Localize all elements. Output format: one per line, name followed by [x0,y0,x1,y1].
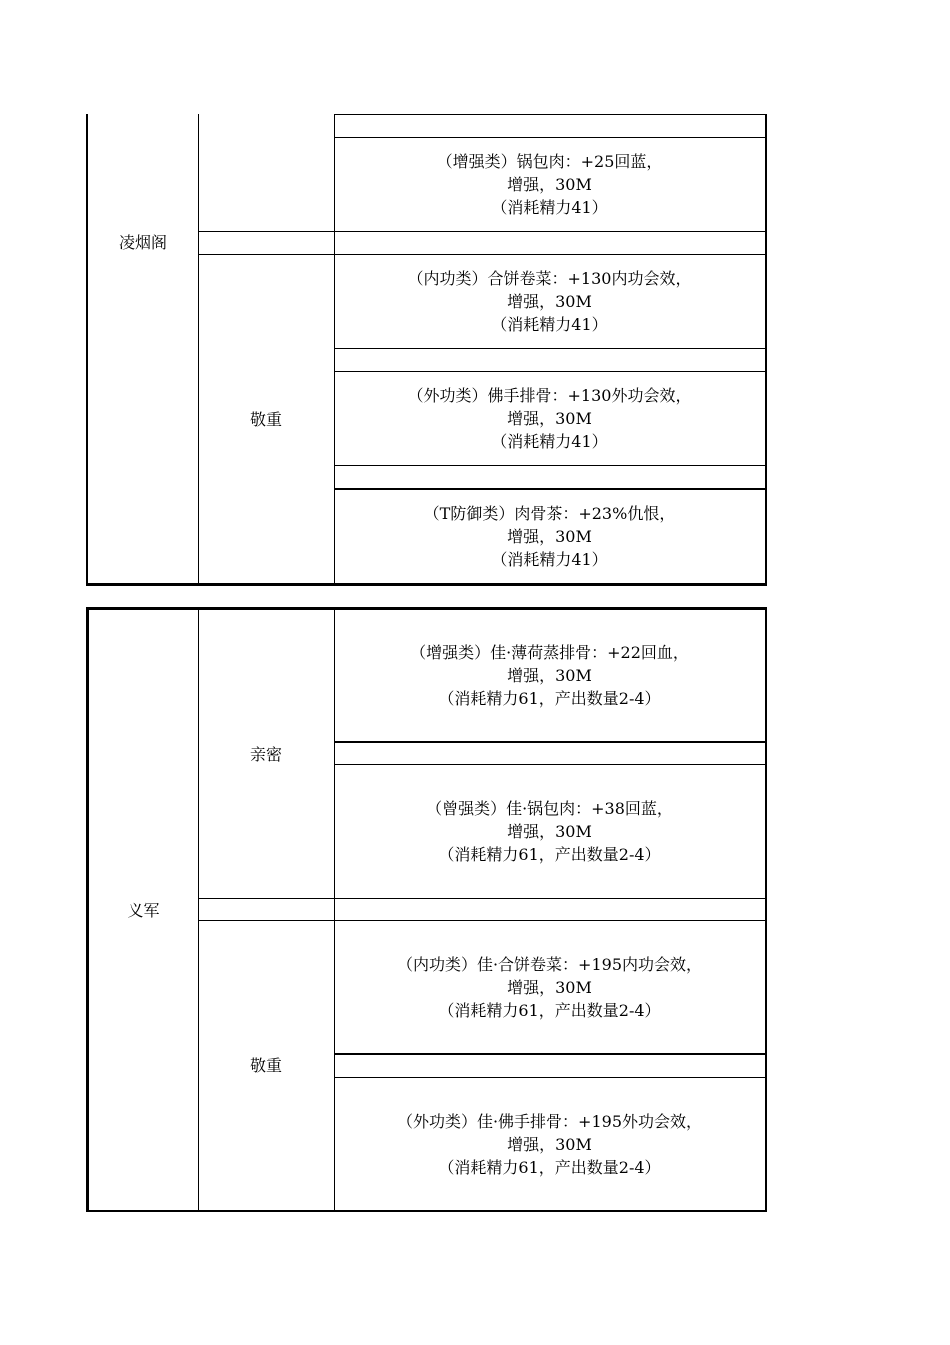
recipe-line: （消耗精力61，产出数量2-4） [438,845,661,864]
reputation-level: 敬重 [249,409,282,429]
recipe-line: （内功类）合饼卷菜：+130内功会效， [407,268,692,288]
reputation-level: 敬重 [249,1055,282,1075]
recipe-line: 增强，30M [507,408,592,428]
recipe-line: 增强，30M [507,666,592,685]
recipe-line: 增强，30M [507,174,592,194]
faction-name: 凌烟阁 [118,233,167,252]
recipe-line: （消耗精力61，产出数量2-4） [438,1157,661,1177]
recipe-line: （增强类）锅包肉：+25回蓝， [436,151,663,171]
recipe-line: （消耗精力41） [491,549,608,569]
faction-table-yijun [86,607,767,1212]
row-divider [198,898,765,899]
recipe-line: （外功类）佳·佛手排骨：+195外功会效， [396,1111,703,1131]
recipe-line: （曾强类）佳·锅包肉：+38回蓝， [426,799,673,818]
reputation-level: 亲密 [249,744,282,764]
recipe-line: （消耗精力41） [491,314,608,334]
recipe-line: （外功类）佛手排骨：+130外功会效， [407,385,692,405]
recipe-cell [334,489,765,583]
row-divider [334,741,765,743]
faction-table-lingyange [86,114,767,586]
recipe-cell [334,254,765,348]
row-divider [334,465,765,466]
recipe-line: （内功类）佳·合饼卷菜：+195内功会效， [396,954,703,974]
recipe-line: （消耗精力41） [491,431,608,451]
recipe-line: 增强，30M [507,822,592,841]
row-divider [334,348,765,349]
faction-name: 义军 [127,900,160,920]
recipe-cell [334,765,765,898]
recipe-line: （消耗精力41） [491,197,608,217]
recipe-line: （增强类）佳·薄荷蒸排骨：+22回血， [410,643,689,662]
recipe-line: 增强，30M [507,977,592,997]
recipe-line: 增强，30M [507,291,592,311]
reputation-level [198,231,334,254]
recipe-line: （消耗精力61，产出数量2-4） [438,689,661,708]
recipe-cell [334,1078,765,1210]
recipe-line: 增强，30M [507,1134,592,1154]
recipe-line: （消耗精力61，产出数量2-4） [438,1000,661,1020]
row-divider [334,1053,765,1055]
recipe-cell [334,610,765,741]
recipe-cell [334,137,765,231]
recipe-cell [334,921,765,1053]
recipe-line: （T防御类）肉骨茶：+23%仇恨， [423,503,676,523]
recipe-cell [334,371,765,465]
recipe-line: 增强，30M [507,526,592,546]
row-divider [334,114,765,115]
